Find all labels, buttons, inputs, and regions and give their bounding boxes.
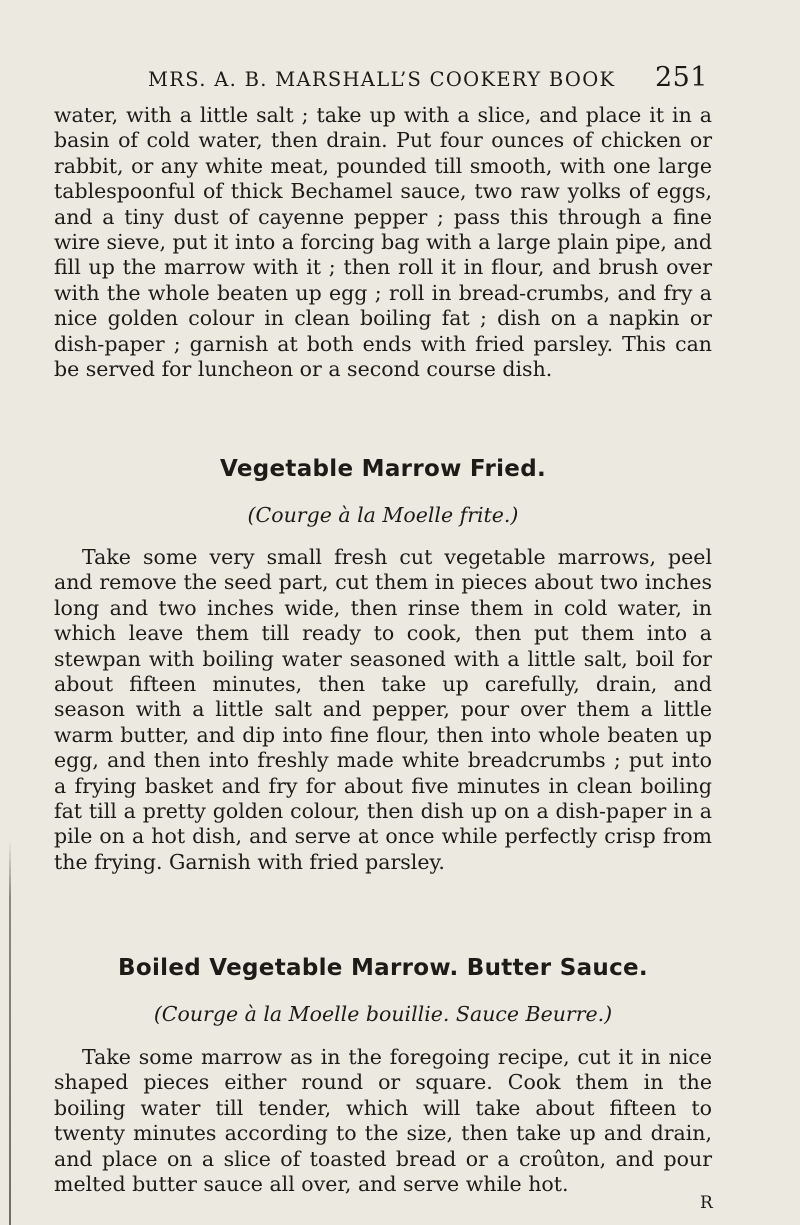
continued-recipe-paragraph: water, with a little salt ; take up with a slice, and place it in a basin of cold water, then drain. Put four ounces of chicken or rabbit, or any white meat, pounded till smooth, with one large tablespoonful of thick Bechamel sauce, two raw yolks of eggs, and a tiny dust of cayenne pepper ; pass this through a fine wire sieve, put it into a forcing bag with a large plain pipe, and fill up the marrow with it ; then roll it in flour, and brush over with the whole beaten up egg ; roll in bread-crumbs, and fry a nice golden colour in clean boiling fat ; dish on a napkin or dish-paper ; garnish at both ends with fried parsley. This can be served for luncheon or a second course dish. [54,103,712,382]
recipe-paragraph-boiled: Take some marrow as in the foregoing recipe, cut it in nice shaped pieces either round or square. Cook them in the boiling water till tender, which will take about fifteen to twenty minutes according to the size, then take up and drain, and place on a slice of toasted bread or a croûton, and pour melted butter sauce all over, and serve while hot. [54,1045,712,1197]
recipe-paragraph-fried: Take some very small fresh cut vegetable marrows, peel and remove the seed part, cut them in pieces about two inches long and two inches wide, then rinse them in cold water, in which leave them till ready to cook, then put them into a stewpan with boiling water seasoned with a little salt, boil for about fifteen minutes, then take up carefully, drain, and season with a little salt and pepper, pour over them a little warm butter, and dip into fine flour, then into whole beaten up egg, and then into freshly made white breadcrumbs ; put into a frying basket and fry for about five minutes in clean boiling fat till a pretty golden colour, then dish up on a dish-paper in a pile on a hot dish, and serve at once while perfectly crisp from the frying. Garnish with fried parsley. [54,545,712,874]
running-header-title: MRS. A. B. MARSHALL’S COOKERY BOOK [148,68,616,91]
recipe-heading-fried: Vegetable Marrow Fried. [220,456,546,482]
recipe-subtitle-fried-text: (Courge à la Moelle frite.) [247,503,519,527]
signature-mark: R [700,1193,713,1213]
recipe-subtitle-fried [54,503,712,527]
recipe-subtitle-boiled [54,1002,712,1026]
page-number: 251 [654,62,708,93]
running-header [148,62,708,102]
recipe-heading-boiled: Boiled Vegetable Marrow. Butter Sauce. [118,955,648,981]
page-edge-shadow [9,840,11,1225]
recipe-subtitle-boiled-text: (Courge à la Moelle bouillie. Sauce Beurre.) [153,1002,613,1026]
